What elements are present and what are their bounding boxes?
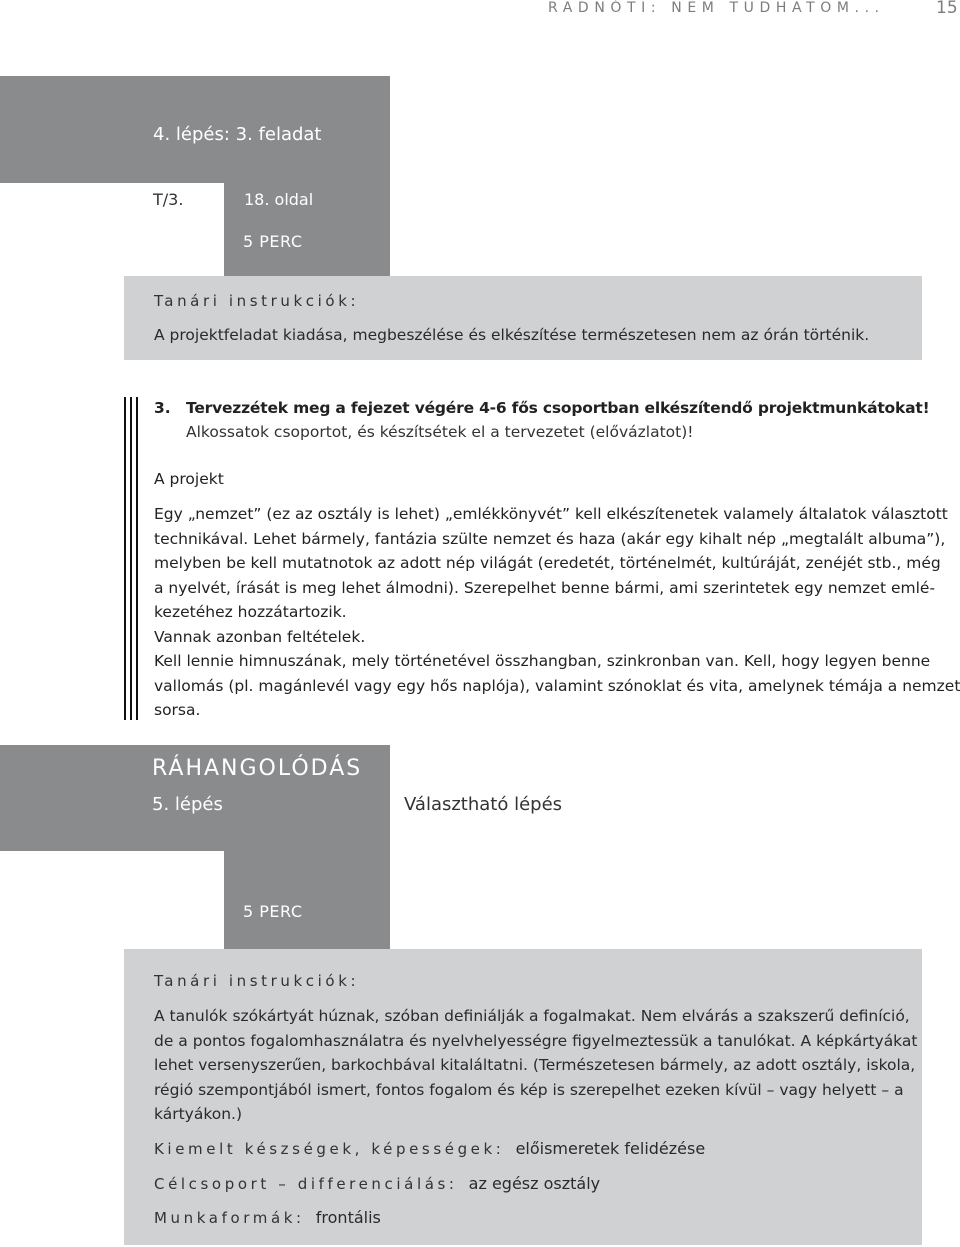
skills-label: Kiemelt készségek, képességek: [154, 1140, 505, 1158]
step5-heading: RÁHANGOLÓDÁS [152, 756, 363, 781]
task-instruction: Tervezzétek meg a fejezet végére 4-6 fős csoportban elkészítendő projektmunkátokat! [186, 399, 930, 417]
paragraph-line: lehet versenyszerűen, barkochbával kitaláltatni. (Természetesen bármely, az adott osztály, iskola, [154, 1056, 916, 1074]
skills-row [154, 1139, 705, 1158]
task-number: 3. [154, 399, 171, 417]
work-forms-row [154, 1208, 381, 1227]
step5-time-band [224, 851, 390, 949]
paragraph-line: a nyelvét, írását is meg lehet álmodni). Szerepelhet benne bármi, ami szerintetek egy nemzet emlé- [154, 578, 936, 597]
paragraph-line: kártyákon.) [154, 1105, 243, 1123]
page-number: 15 [936, 0, 958, 18]
target-group-row [154, 1174, 600, 1193]
step5-time: 5 PERC [243, 902, 303, 921]
step4-time: 5 PERC [243, 232, 303, 251]
step4-title: 4. lépés: 3. feladat [153, 124, 322, 145]
paragraph-line: Kell lennie himnuszának, mely történetével összhangban, szinkronban van. Kell, hogy legyen benne [154, 652, 931, 670]
paragraph-line: melyben be kell mutatnotok az adott nép világát (eredetét, történelmét, kultúráját, zenéjét stb., még [154, 554, 941, 572]
work-forms-value: frontális [315, 1208, 381, 1227]
teacher-instructions-text [154, 1004, 922, 1127]
teacher-instructions-label: Tanári instrukciók: [154, 292, 360, 310]
task-marker-bar [130, 397, 132, 720]
paragraph-line: A tanulók szókártyát húznak, szóban definiálják a fogalmakat. Nem elvárás a szakszerű definíció, [154, 1007, 910, 1025]
target-group-value: az egész osztály [468, 1174, 601, 1193]
paragraph-line: régió szempontjából ismert, fontos fogalom és kép is szerepelhet ezeken kívül – vagy helyett – a [154, 1080, 904, 1099]
skills-value: előismeretek felidézése [515, 1139, 706, 1158]
project-heading: A projekt [154, 470, 224, 488]
task-instruction-secondary: Alkossatok csoportot, és készítsétek el a tervezetet (elővázlatot)! [186, 423, 694, 441]
paragraph-line: Vannak azonban feltételek. [154, 627, 366, 646]
task-marker-bar [124, 397, 126, 720]
task-reference: T/3. [153, 190, 184, 209]
task-marker-bar [136, 397, 138, 720]
paragraph-line: vallomás (pl. magánlevél vagy egy hős naplója), valamint szónoklat és vita, amelynek témája a nemzet [154, 676, 960, 695]
target-group-label: Célcsoport – differenciálás: [154, 1175, 458, 1193]
paragraph-line: Egy „nemzet” (ez az osztály is lehet) „emlékkönyvét” kell elkészítenetek valamely általatok választott [154, 505, 948, 523]
page-reference: 18. oldal [244, 190, 314, 209]
running-header: RADNÓTI: NEM TUDHATOM... [548, 0, 885, 16]
step5-label: 5. lépés [152, 794, 223, 815]
paragraph-line: kezetéhez hozzátartozik. [154, 603, 347, 621]
teacher-instructions-text: A projektfeladat kiadása, megbeszélése és elkészítése természetesen nem az órán történik. [154, 326, 870, 344]
optional-step-label: Választható lépés [404, 794, 563, 815]
project-description [154, 502, 960, 723]
paragraph-line: sorsa. [154, 701, 201, 719]
paragraph-line: de a pontos fogalomhasználatra és nyelvhelyességre figyelmeztessük a tanulókat. A képkártyákat [154, 1031, 918, 1050]
teacher-instructions-label: Tanári instrukciók: [154, 972, 360, 990]
work-forms-label: Munkaformák: [154, 1209, 305, 1227]
paragraph-line: technikával. Lehet bármely, fantázia szülte nemzet és haza (akár egy kihalt nép „megtalált albuma”), [154, 529, 946, 548]
